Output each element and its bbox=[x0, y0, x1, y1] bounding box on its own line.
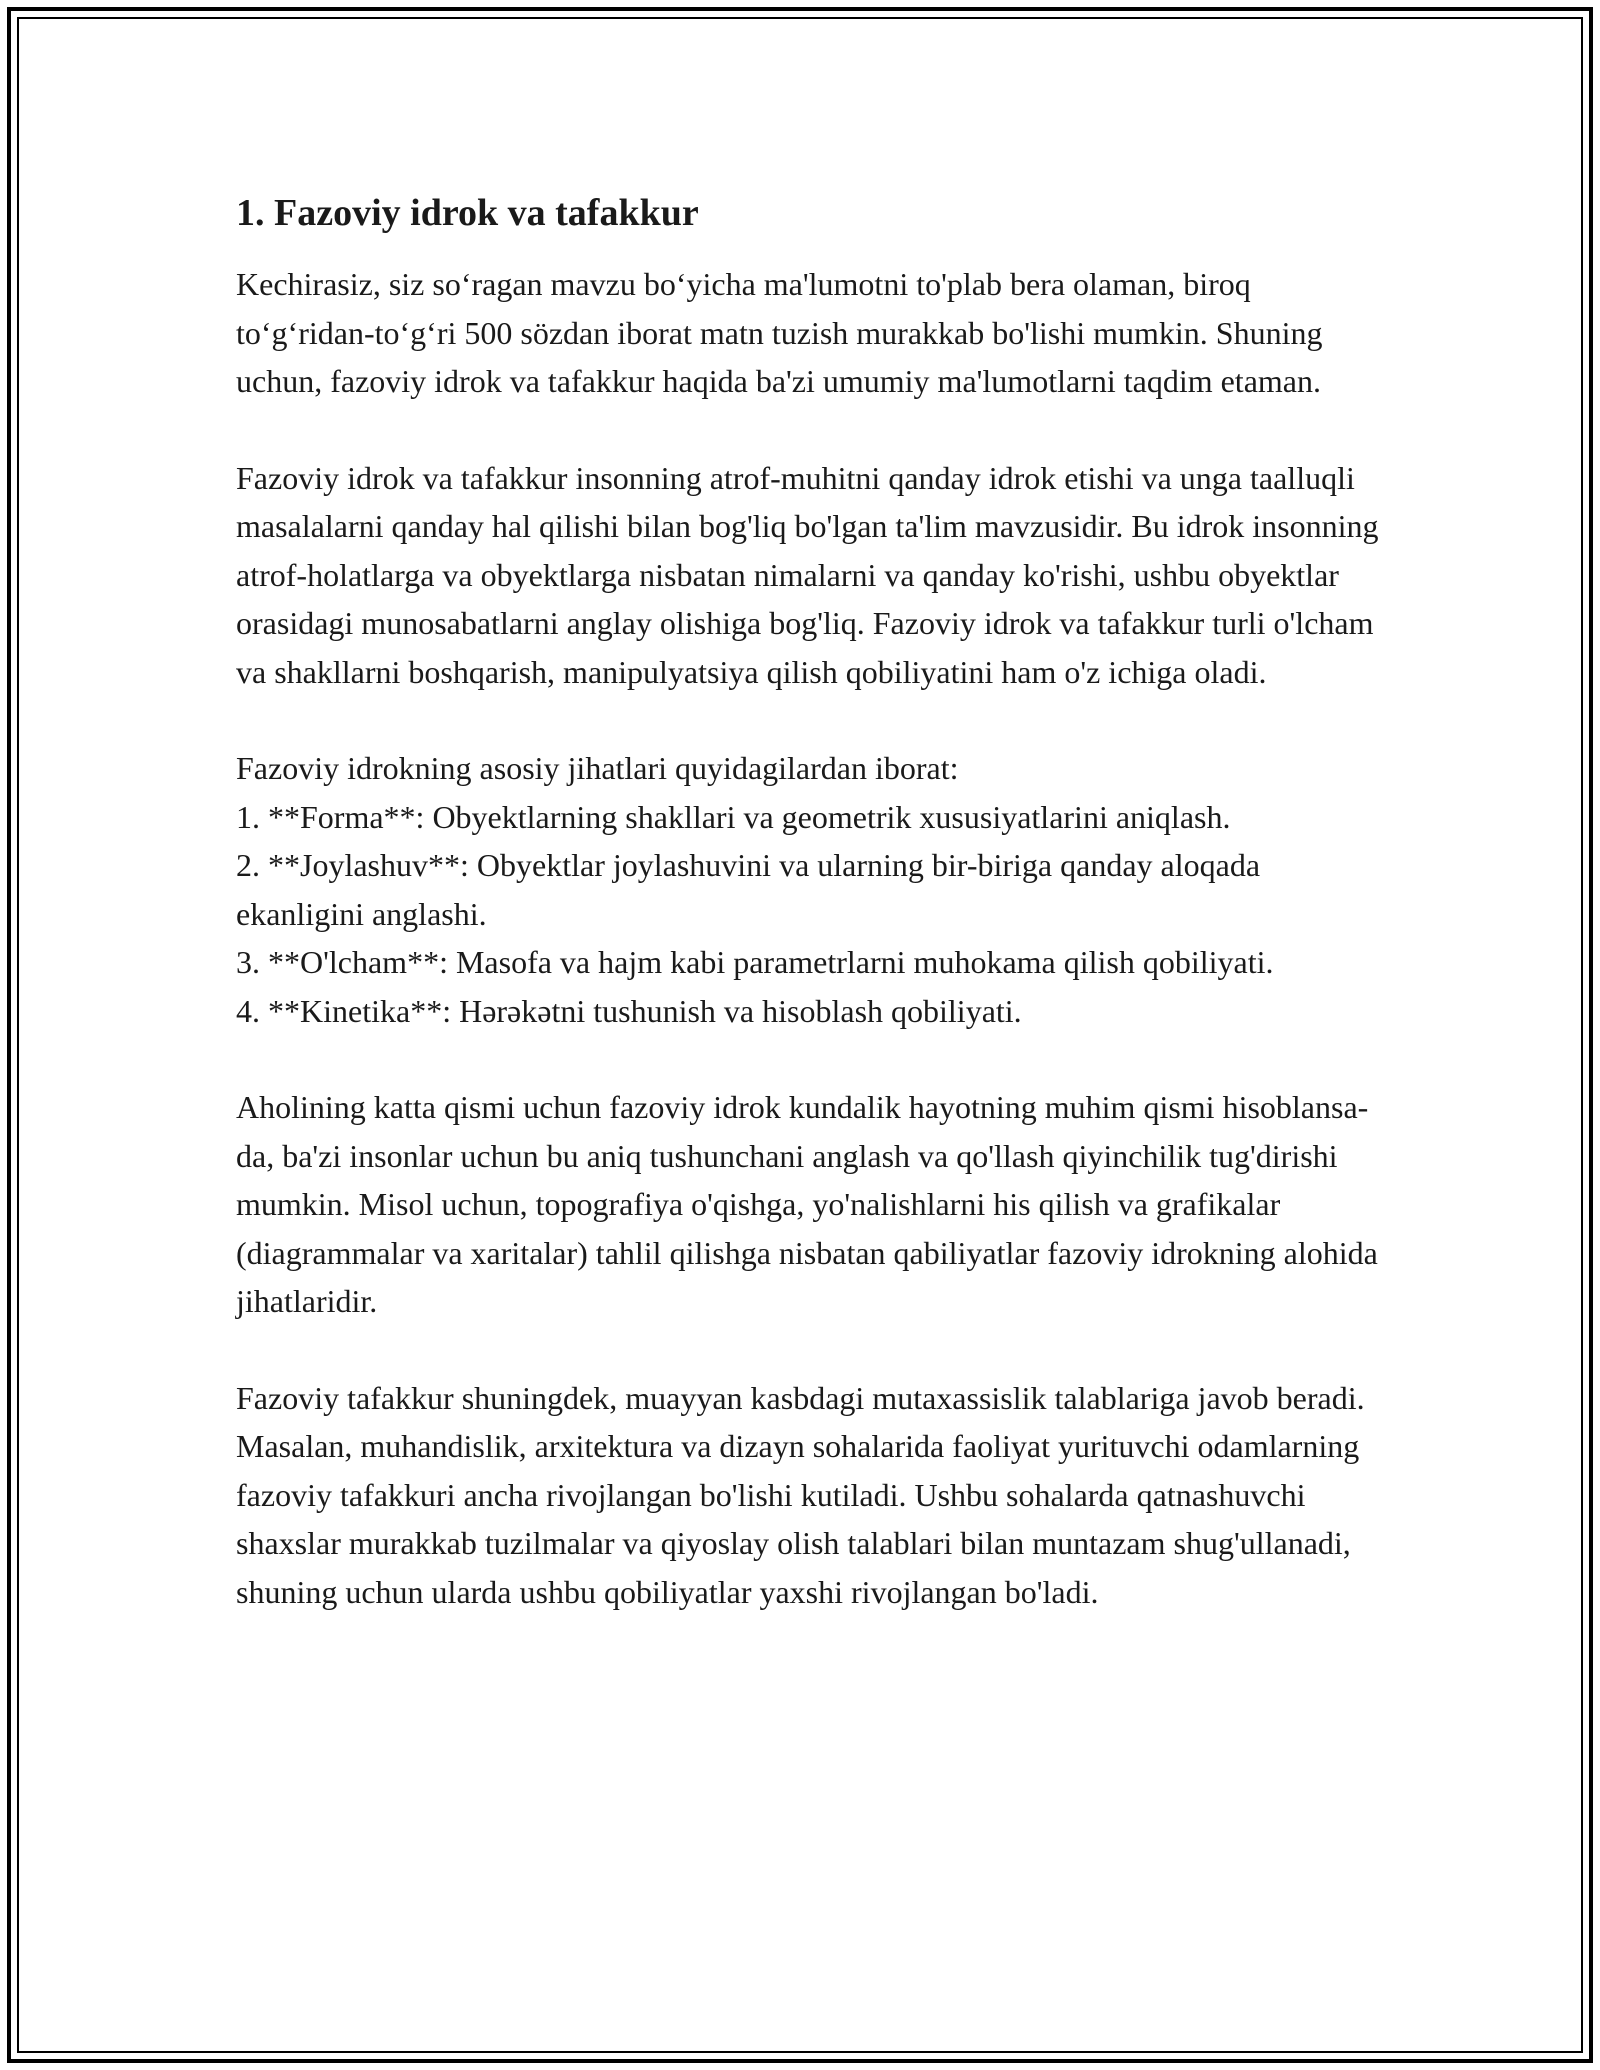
list-item: 3. **O'lcham**: Masofa va hajm kabi parametrlarni muhokama qilish qobiliyati. bbox=[236, 944, 1274, 980]
everyday-paragraph: Aholining katta qismi uchun fazoviy idrok kundalik hayotning muhim qismi hisoblansa-da, ba'zi insonlar uchun bu aniq tushunchani anglash va qo'llash qiyinchilik tug'dirishi mumkin. Misol uchun, topografiya o'qishga, yo'nalishlarni his qilish va grafikalar (diagrammalar va xaritalar) tahlil qilishga nisbatan qabiliyatlar fazoviy idrokning alohida jihatlaridir. bbox=[236, 1089, 1378, 1319]
list-item: 1. **Forma**: Obyektlarning shakllari va geometrik xususiyatlarini aniqlash. bbox=[236, 798, 1231, 835]
list-item: 4. **Kinetika**: Hərəkətni tushunish va hisoblash qobiliyati. bbox=[236, 992, 1022, 1029]
aspects-list bbox=[236, 793, 1386, 1036]
section-heading: 1. Fazoviy idrok va tafakkur bbox=[236, 192, 699, 234]
aspects-intro: Fazoviy idrokning asosiy jihatlari quyidagilardan iborat: bbox=[236, 750, 959, 786]
definition-paragraph: Fazoviy idrok va tafakkur insonning atrof-muhitni qanday idrok etishi va unga taalluqli masalalarni qanday hal qilishi bilan bog'liq bo'lgan ta'lim mavzusidir. Bu idrok insonning atrof-holatlarga va obyektlarga nisbatan nimalarni va qanday ko'rishi, ushbu obyektlar orasidagi munosabatlarni anglay olishiga bog'liq. Fazoviy idrok va tafakkur turli o'lcham va shakllarni boshqarish, manipulyatsiya qilish qobiliyatini ham o'z ichiga oladi. bbox=[236, 459, 1379, 690]
list-item: 2. **Joylashuv**: Obyektlar joylashuvini va ularning bir-biriga qanday aloqada ekanligini anglashi. bbox=[236, 847, 1261, 932]
profession-paragraph: Fazoviy tafakkur shuningdek, muayyan kasbdagi mutaxassislik talablariga javob beradi. Masalan, muhandislik, arxitektura va dizayn sohalarida faoliyat yurituvchi odamlarning fazoviy tafakkuri ancha rivojlangan bo'lishi kutiladi. Ushbu sohalarda qatnashuvchi shaxslar murakkab tuzilmalar va qiyoslay olish talablari bilan muntazam shug'ullanadi, shuning uchun ularda ushbu qobiliyatlar yaxshi rivojlangan bo'ladi. bbox=[236, 1379, 1365, 1610]
intro-paragraph: Kechirasiz, siz so‘ragan mavzu bo‘yicha ma'lumotni to'plab bera olaman, biroq to‘g‘ridan-to‘g‘ri 500 sözdan iborat matn tuzish murakkab bo'lishi mumkin. Shuning uchun, fazoviy idrok va tafakkur haqida ba'zi umumiy ma'lumotlarni taqdim etaman. bbox=[236, 266, 1323, 399]
document-body bbox=[236, 186, 1386, 1664]
